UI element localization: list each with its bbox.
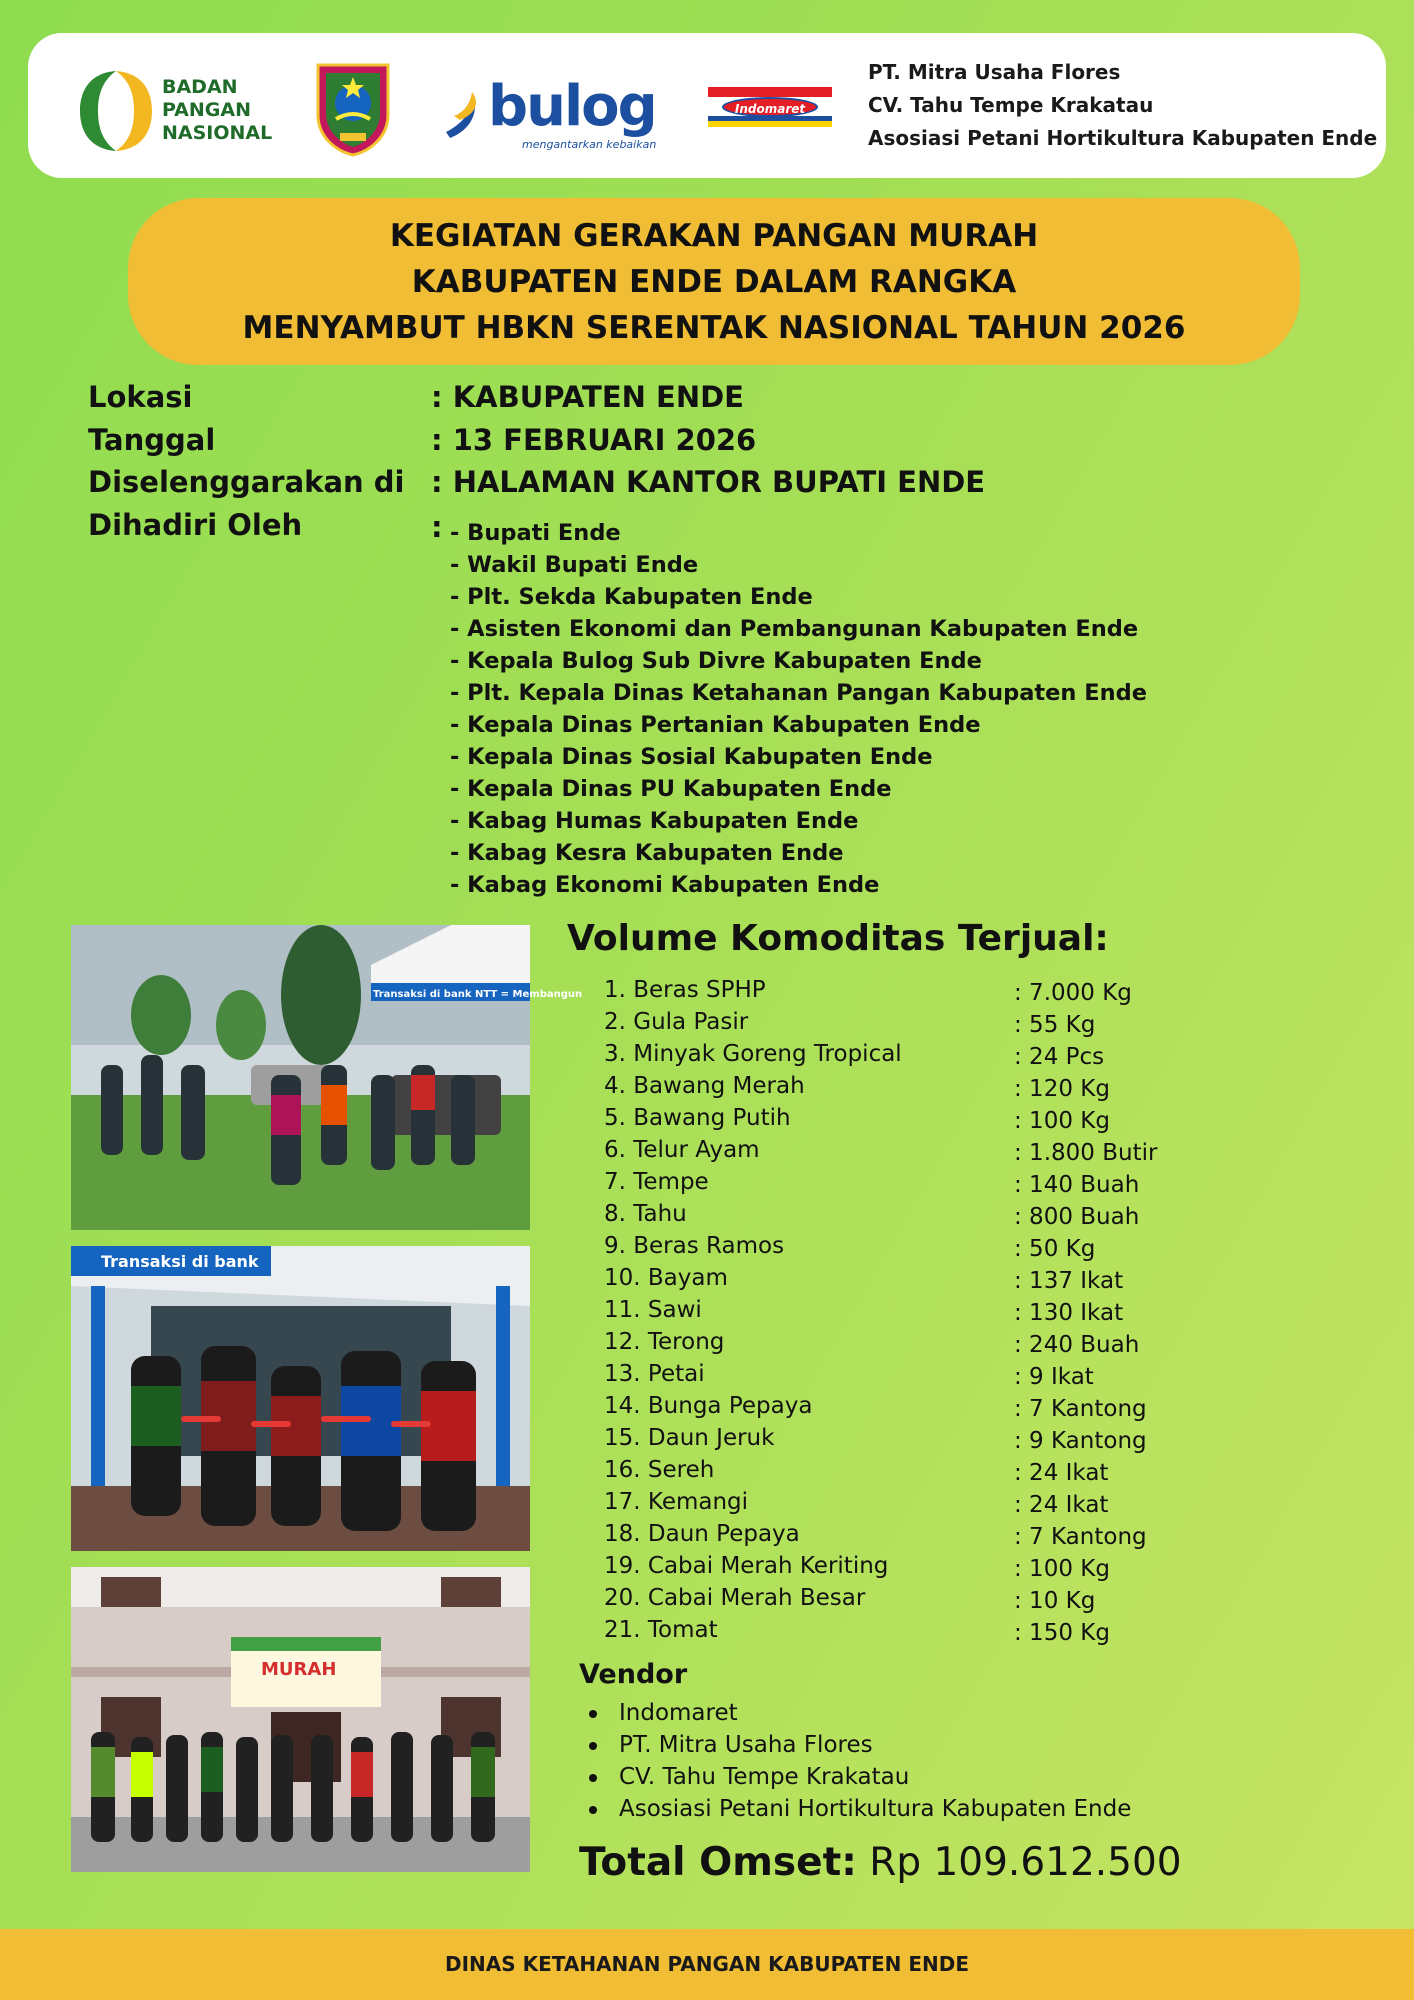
- commodity-qty: : 50 Kg: [1014, 1236, 1096, 1262]
- total-omset: [579, 1840, 1182, 1885]
- commodity-qty: : 24 Pcs: [1014, 1044, 1105, 1070]
- commodity-row: [604, 1614, 1157, 1646]
- commodity-row: [604, 974, 1157, 1006]
- bpn-text-line2: PANGAN: [162, 99, 251, 121]
- commodity-row: [604, 1582, 1157, 1614]
- commodity-name: 4. Bawang Merah: [604, 1073, 805, 1099]
- attendee-list: [450, 517, 1147, 901]
- photo-2-sign-text: Transaksi di bank: [101, 1252, 259, 1271]
- event-photo-2: [71, 1246, 530, 1551]
- vendor-list: [619, 1697, 1131, 1825]
- tanggal-value: : 13 FEBRUARI 2026: [431, 423, 757, 457]
- commodity-row: [604, 1422, 1157, 1454]
- dihadiri-label: Dihadiri Oleh: [88, 508, 303, 542]
- commodity-name: 8. Tahu: [604, 1201, 687, 1227]
- bulog-logo: [440, 74, 690, 158]
- total-label: Total Omset:: [579, 1840, 857, 1885]
- commodity-qty: : 24 Ikat: [1014, 1460, 1109, 1486]
- commodity-qty: : 7 Kantong: [1014, 1524, 1147, 1550]
- attendee-item: - Kepala Dinas Pertanian Kabupaten Ende: [450, 712, 981, 738]
- commodity-name: 15. Daun Jeruk: [604, 1425, 775, 1451]
- commodity-name: 10. Bayam: [604, 1265, 728, 1291]
- commodity-name: 11. Sawi: [604, 1297, 702, 1323]
- commodity-qty: : 7 Kantong: [1014, 1396, 1147, 1422]
- commodity-row: [604, 1518, 1157, 1550]
- commodity-name: 21. Tomat: [604, 1617, 718, 1643]
- commodity-row: [604, 1294, 1157, 1326]
- partner-item: Asosiasi Petani Hortikultura Kabupaten Ende: [868, 126, 1378, 150]
- commodity-name: 5. Bawang Putih: [604, 1105, 791, 1131]
- commodity-row: [604, 1454, 1157, 1486]
- commodity-qty: : 9 Kantong: [1014, 1428, 1147, 1454]
- kabupaten-ende-crest-icon: [310, 57, 396, 157]
- commodity-row: [604, 1134, 1157, 1166]
- header-logo-bar: [28, 33, 1386, 178]
- commodity-qty: : 100 Kg: [1014, 1108, 1110, 1134]
- photo-1-scene: [71, 925, 583, 1230]
- event-photo-1: [71, 925, 583, 1230]
- attendee-item: - Kabag Kesra Kabupaten Ende: [450, 840, 844, 866]
- attendee-item: - Plt. Kepala Dinas Ketahanan Pangan Kabupaten Ende: [450, 680, 1148, 706]
- commodity-qty: : 130 Ikat: [1014, 1300, 1124, 1326]
- commodity-name: 3. Minyak Goreng Tropical: [604, 1041, 902, 1067]
- commodity-row: [604, 1230, 1157, 1262]
- vendor-item: CV. Tahu Tempe Krakatau: [619, 1761, 1131, 1793]
- commodity-row: [604, 1326, 1157, 1358]
- commodity-row: [604, 1198, 1157, 1230]
- commodity-row: [604, 1262, 1157, 1294]
- commodity-qty: : 137 Ikat: [1014, 1268, 1124, 1294]
- commodity-name: 6. Telur Ayam: [604, 1137, 760, 1163]
- bpn-logo-text: [162, 76, 272, 145]
- commodity-name: 14. Bunga Pepaya: [604, 1393, 813, 1419]
- commodity-name: 13. Petai: [604, 1361, 705, 1387]
- commodity-row: [604, 1486, 1157, 1518]
- footer-banner: DINAS KETAHANAN PANGAN KABUPATEN ENDE: [0, 1929, 1414, 2000]
- commodity-name: 7. Tempe: [604, 1169, 709, 1195]
- commodity-qty: : 150 Kg: [1014, 1620, 1110, 1646]
- event-photo-3: [71, 1567, 530, 1872]
- commodity-name: 1. Beras SPHP: [604, 977, 766, 1003]
- bulog-wordmark: bulog: [488, 74, 656, 139]
- photo-2-scene: [71, 1246, 530, 1551]
- volume-title: Volume Komoditas Terjual:: [567, 918, 1109, 959]
- vendor-title: Vendor: [579, 1659, 688, 1690]
- commodity-list: [604, 974, 1157, 1646]
- partner-item: CV. Tahu Tempe Krakatau: [868, 93, 1154, 117]
- attendee-item: - Kepala Dinas PU Kabupaten Ende: [450, 776, 892, 802]
- commodity-qty: : 24 Ikat: [1014, 1492, 1109, 1518]
- commodity-row: [604, 1102, 1157, 1134]
- title-line: KEGIATAN GERAKAN PANGAN MURAH: [389, 218, 1039, 254]
- attendee-item: - Kabag Humas Kabupaten Ende: [450, 808, 859, 834]
- attendee-item: - Kepala Dinas Sosial Kabupaten Ende: [450, 744, 933, 770]
- bpn-text-line3: NASIONAL: [162, 122, 273, 144]
- commodity-name: 2. Gula Pasir: [604, 1009, 749, 1035]
- lokasi-value: : KABUPATEN ENDE: [431, 380, 744, 414]
- commodity-qty: : 1.800 Butir: [1014, 1140, 1158, 1166]
- commodity-qty: : 7.000 Kg: [1014, 980, 1132, 1006]
- commodity-row: [604, 1358, 1157, 1390]
- commodity-qty: : 140 Buah: [1014, 1172, 1140, 1198]
- attendee-item: - Kabag Ekonomi Kabupaten Ende: [450, 872, 880, 898]
- commodity-row: [604, 1038, 1157, 1070]
- vendor-item: PT. Mitra Usaha Flores: [619, 1729, 1131, 1761]
- commodity-row: [604, 1390, 1157, 1422]
- indomaret-logo: [708, 87, 832, 127]
- tempat-value: : HALAMAN KANTOR BUPATI ENDE: [431, 465, 986, 499]
- commodity-name: 9. Beras Ramos: [604, 1233, 785, 1259]
- commodity-qty: : 9 Ikat: [1014, 1364, 1094, 1390]
- attendee-item: - Kepala Bulog Sub Divre Kabupaten Ende: [450, 648, 982, 674]
- bpn-text-line1: BADAN: [162, 76, 238, 98]
- commodity-qty: : 240 Buah: [1014, 1332, 1140, 1358]
- total-value: Rp 109.612.500: [869, 1840, 1182, 1885]
- commodity-qty: : 120 Kg: [1014, 1076, 1110, 1102]
- indomaret-yellow-band: [708, 121, 832, 127]
- indomaret-wordmark: Indomaret: [722, 97, 818, 117]
- lokasi-label: Lokasi: [88, 380, 193, 414]
- commodity-row: [604, 1006, 1157, 1038]
- commodity-qty: : 100 Kg: [1014, 1556, 1110, 1582]
- commodity-row: [604, 1070, 1157, 1102]
- bulog-tagline: mengantarkan kebaikan: [522, 138, 657, 151]
- attendee-item: - Bupati Ende: [450, 520, 621, 546]
- partner-item: PT. Mitra Usaha Flores: [868, 60, 1121, 84]
- commodity-name: 16. Sereh: [604, 1457, 715, 1483]
- commodity-name: 20. Cabai Merah Besar: [604, 1585, 866, 1611]
- event-title-banner: [128, 198, 1300, 365]
- tanggal-label: Tanggal: [88, 423, 216, 457]
- attendee-item: - Wakil Bupati Ende: [450, 552, 699, 578]
- photo-3-scene: [71, 1567, 530, 1872]
- indomaret-red-band: [708, 87, 832, 97]
- vendor-item: Asosiasi Petani Hortikultura Kabupaten Ende: [619, 1793, 1131, 1825]
- commodity-qty: : 800 Buah: [1014, 1204, 1140, 1230]
- partner-list: [868, 56, 1377, 155]
- commodity-qty: : 55 Kg: [1014, 1012, 1096, 1038]
- title-line: MENYAMBUT HBKN SERENTAK NASIONAL TAHUN 2026: [242, 310, 1186, 346]
- photo-3-banner-text: MURAH: [261, 1659, 337, 1680]
- commodity-name: 12. Terong: [604, 1329, 725, 1355]
- dihadiri-colon: :: [431, 510, 443, 544]
- attendee-item: - Plt. Sekda Kabupaten Ende: [450, 584, 813, 610]
- title-line: KABUPATEN ENDE DALAM RANGKA: [411, 264, 1017, 300]
- commodity-name: 17. Kemangi: [604, 1489, 749, 1515]
- badan-pangan-nasional-logo: [76, 67, 156, 155]
- commodity-qty: : 10 Kg: [1014, 1588, 1096, 1614]
- attendee-item: - Asisten Ekonomi dan Pembangunan Kabupaten Ende: [450, 616, 1139, 642]
- photo-1-sign-text: Transaksi di bank NTT = Membangun: [373, 989, 583, 1000]
- commodity-name: 18. Daun Pepaya: [604, 1521, 800, 1547]
- commodity-name: 19. Cabai Merah Keriting: [604, 1553, 889, 1579]
- vendor-item: Indomaret: [619, 1697, 1131, 1729]
- commodity-row: [604, 1166, 1157, 1198]
- tempat-label: Diselenggarakan di: [88, 465, 405, 499]
- commodity-row: [604, 1550, 1157, 1582]
